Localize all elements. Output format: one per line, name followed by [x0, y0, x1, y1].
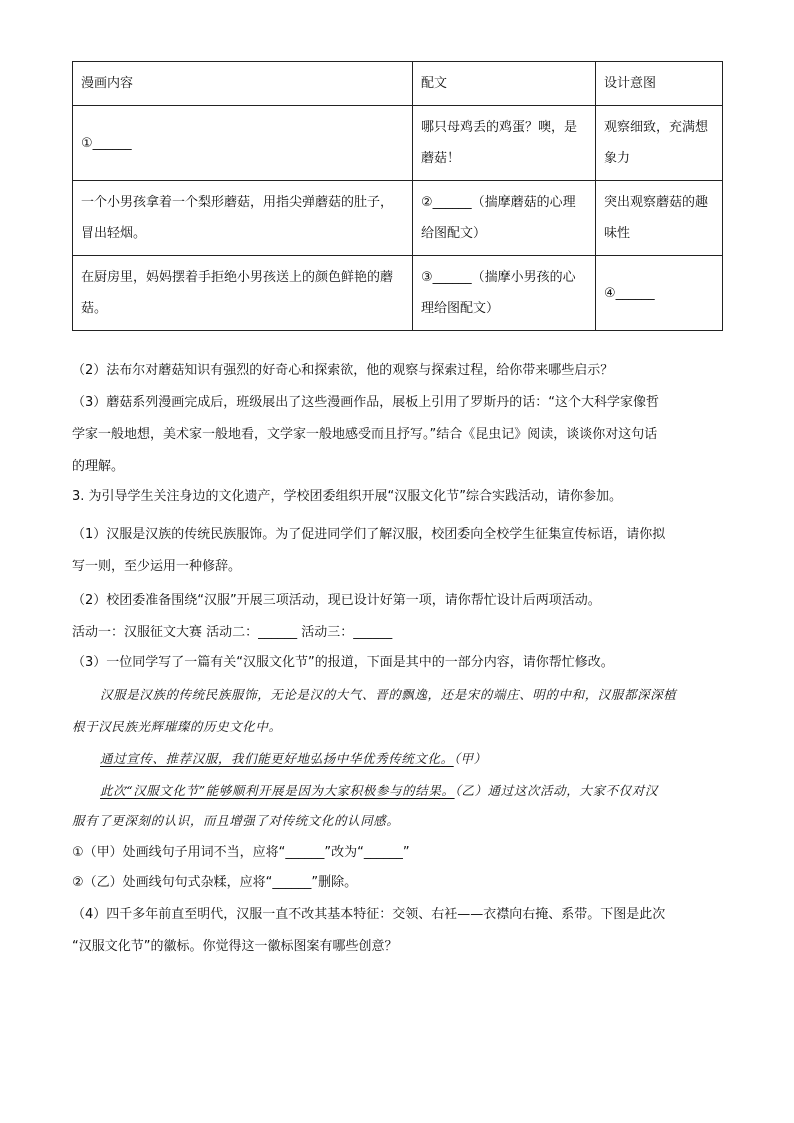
report-line-5: 服有了更深刻的认识，而且增强了对传统文化的认同感。 [72, 813, 400, 828]
report-line-3 [100, 743, 722, 774]
table-cell: 哪只母鸡丢的鸡蛋？噢，是蘑菇！ [413, 106, 596, 181]
report-line-4 [100, 775, 722, 806]
table-cell: ③______（揣摩小男孩的心理给图配文） [413, 256, 596, 331]
activities-line: 活动一：汉服征文大赛 活动二：______ 活动三：______ [72, 625, 393, 640]
underlined-sentence-jia: 通过宣传、推荐汉服，我们能更好地弘扬中华优秀传统文化。 [100, 751, 454, 766]
question-2: （2）法布尔对蘑菇知识有强烈的好奇心和探索欲，他的观察与探索过程，给你带来哪些启示？ [72, 363, 614, 378]
report-line-1: 汉服是汉族的传统民族服饰，无论是汉的大气、晋的飘逸，还是宋的端庄、明的中和，汉服都深深植 [100, 687, 677, 702]
table-row [73, 181, 723, 256]
underlined-sentence-yi: 此次“汉服文化节”能够顺利开展是因为大家积极参与的结果。 [100, 783, 455, 798]
fix-1: ①（甲）处画线句子用词不当，应将“______”改为“______” [72, 845, 410, 860]
report-line-2: 根于汉民族光辉璀璨的历史文化中。 [72, 719, 282, 734]
header-cell-content: 漫画内容 [73, 62, 413, 106]
subquestion-1-line-2: 写一则，至少运用一种修辞。 [72, 559, 242, 574]
table-cell: ①______ [73, 106, 413, 181]
table-cell: 突出观察蘑菇的趣味性 [596, 181, 723, 256]
table-header-row [73, 62, 723, 106]
header-cell-intent: 设计意图 [596, 62, 723, 106]
mark-yi: （乙）通过这次活动，大家不仅对汉 [454, 783, 658, 798]
table-cell: 在厨房里，妈妈摆着手拒绝小男孩送上的颜色鲜艳的蘑菇。 [73, 256, 413, 331]
table-row [73, 256, 723, 331]
question-3-line-3: 的理解。 [72, 459, 125, 474]
comic-design-table [72, 61, 723, 331]
subquestion-4-line-1: （4）四千多年前直至明代，汉服一直不改其基本特征：交领、右衽——衣襟向右掩、系带。下图是此次 [72, 907, 666, 922]
table-cell: 观察细致，充满想象力 [596, 106, 723, 181]
subquestion-2: （2）校团委准备围绕“汉服”开展三项活动，现已设计好第一项，请你帮忙设计后两项活动。 [72, 593, 601, 608]
header-cell-caption: 配文 [413, 62, 596, 106]
table-cell: ②______（揣摩蘑菇的心理给图配文） [413, 181, 596, 256]
table-cell: ④______ [596, 256, 723, 331]
subquestion-1-line-1: （1）汉服是汉族的传统民族服饰。为了促进同学们了解汉服，校团委向全校学生征集宣传标语，请你拟 [72, 527, 666, 542]
table-cell: 一个小男孩拿着一个梨形蘑菇，用指尖弹蘑菇的肚子，冒出轻烟。 [73, 181, 413, 256]
subquestion-3: （3）一位同学写了一篇有关“汉服文化节”的报道，下面是其中的一部分内容，请你帮忙修改。 [72, 655, 614, 670]
mark-jia: （甲） [453, 751, 487, 766]
question-3-line-1: （3）蘑菇系列漫画完成后，班级展出了这些漫画作品，展板上引用了罗斯丹的话：“这个大科学家像哲 [72, 395, 660, 410]
problem-3-intro: 3. 为引导学生关注身边的文化遗产，学校团委组织开展“汉服文化节”综合实践活动，请你参加。 [72, 489, 623, 504]
table-row [73, 106, 723, 181]
question-3-line-2: 学家一般地想，美术家一般地看，文学家一般地感受而且抒写。”结合《昆虫记》阅读，谈谈你对这句话 [72, 427, 658, 442]
fix-2: ②（乙）处画线句句式杂糅，应将“______”删除。 [72, 875, 358, 890]
subquestion-4-line-2: “汉服文化节”的徽标。你觉得这一徽标图案有哪些创意？ [72, 939, 398, 954]
